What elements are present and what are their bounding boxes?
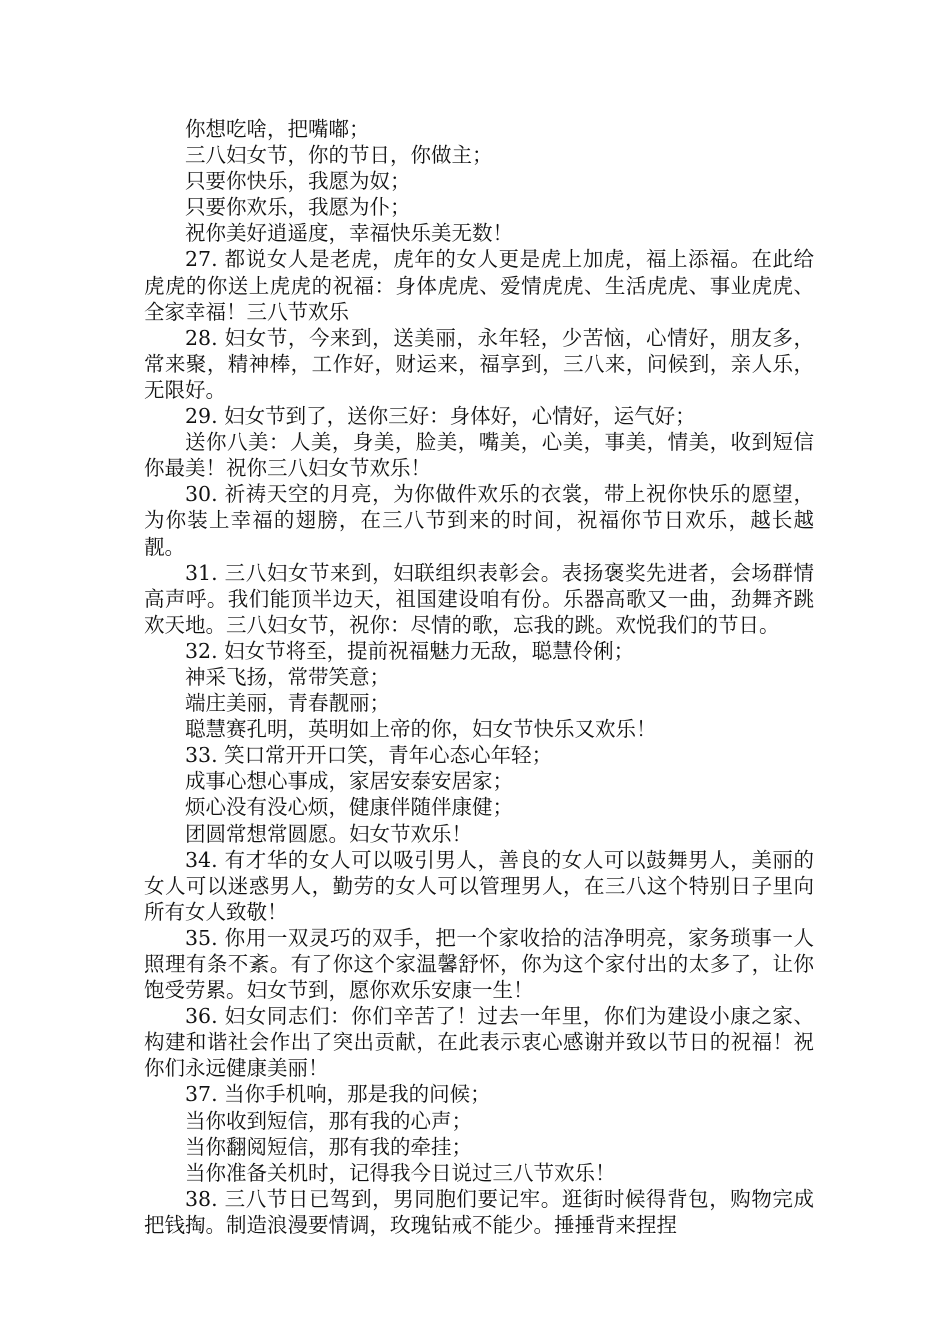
paragraph: 当你翻阅短信，那有我的牵挂； bbox=[185, 1134, 472, 1159]
paragraph: 聪慧赛孔明，英明如上帝的你，妇女节快乐又欢乐！ bbox=[185, 717, 657, 742]
paragraph: 34. 有才华的女人可以吸引男人，善良的女人可以鼓舞男人，美丽的女人可以迷惑男人，勤劳的女人可以管理男人，在三八这个特别日子里向所有女人致敬！ bbox=[144, 847, 814, 924]
paragraph: 当你准备关机时，记得我今日说过三八节欢乐！ bbox=[185, 1160, 616, 1185]
paragraph: 团圆常想常圆愿。妇女节欢乐！ bbox=[185, 821, 472, 846]
paragraph: 只要你欢乐，我愿为仆； bbox=[185, 195, 411, 220]
paragraph: 端庄美丽，青春靓丽； bbox=[185, 691, 390, 716]
paragraph: 37. 当你手机响，那是我的问候； bbox=[185, 1082, 491, 1107]
paragraph: 送你八美：人美，身美，脸美，嘴美，心美，事美，情美，收到短信你最美！祝你三八妇女节欢乐！ bbox=[144, 430, 814, 481]
paragraph: 32. 妇女节将至，提前祝福魅力无敌，聪慧伶俐； bbox=[185, 638, 635, 663]
paragraph: 只要你快乐，我愿为奴； bbox=[185, 169, 411, 194]
paragraph: 27. 都说女人是老虎，虎年的女人更是虎上加虎，福上添福。在此给虎虎的你送上虎虎的祝福：身体虎虎、爱情虎虎、生活虎虎、事业虎虎、全家幸福！三八节欢乐 bbox=[144, 247, 814, 324]
paragraph: 36. 妇女同志们：你们辛苦了！过去一年里，你们为建设小康之家、构建和谐社会作出了突出贡献，在此表示衷心感谢并致以节日的祝福！祝你们永远健康美丽！ bbox=[144, 1004, 814, 1081]
paragraph: 当你收到短信，那有我的心声； bbox=[185, 1108, 472, 1133]
paragraph: 成事心想心事成，家居安泰安居家； bbox=[185, 769, 513, 794]
paragraph: 29. 妇女节到了，送你三好：身体好，心情好，运气好； bbox=[185, 404, 696, 429]
paragraph: 三八妇女节，你的节日，你做主； bbox=[185, 143, 493, 168]
paragraph: 38. 三八节日已驾到，男同胞们要记牢。逛街时候得背包，购物完成把钱掏。制造浪漫要情调，玫瑰钻戒不能少。捶捶背来捏捏 bbox=[144, 1186, 814, 1237]
paragraph: 33. 笑口常开开口笑，青年心态心年轻； bbox=[185, 743, 553, 768]
paragraph: 祝你美好逍遥度，幸福快乐美无数！ bbox=[185, 221, 513, 246]
paragraph: 神采飞扬，常带笑意； bbox=[185, 664, 390, 689]
paragraph: 28. 妇女节，今来到，送美丽，永年轻，少苦恼，心情好，朋友多，常来聚，精神棒，工作好，财运来，福享到，三八来，问候到，亲人乐，无限好。 bbox=[144, 325, 814, 402]
paragraph: 35. 你用一双灵巧的双手，把一个家收拾的洁净明亮，家务琐事一人照理有条不紊。有了你这个家温馨舒怀，你为这个家付出的太多了，让你饱受劳累。妇女节到，愿你欢乐安康一生！ bbox=[144, 925, 814, 1003]
document-body bbox=[144, 116, 814, 1238]
paragraph: 你想吃啥，把嘴嘟； bbox=[185, 117, 370, 141]
paragraph: 31. 三八妇女节来到，妇联组织表彰会。表扬褒奖先进者，会场群情高声呼。我们能顶半边天，祖国建设咱有份。乐器高歌又一曲，劲舞齐跳欢天地。三八妇女节，祝你：尽情的歌，忘我的跳。欢悦我们的节日。 bbox=[144, 560, 814, 637]
paragraph: 30. 祈祷天空的月亮，为你做件欢乐的衣裳，带上祝你快乐的愿望，为你装上幸福的翅膀，在三八节到来的时间，祝福你节日欢乐，越长越靓。 bbox=[144, 482, 814, 559]
paragraph: 烦心没有没心烦，健康伴随伴康健； bbox=[185, 795, 513, 820]
